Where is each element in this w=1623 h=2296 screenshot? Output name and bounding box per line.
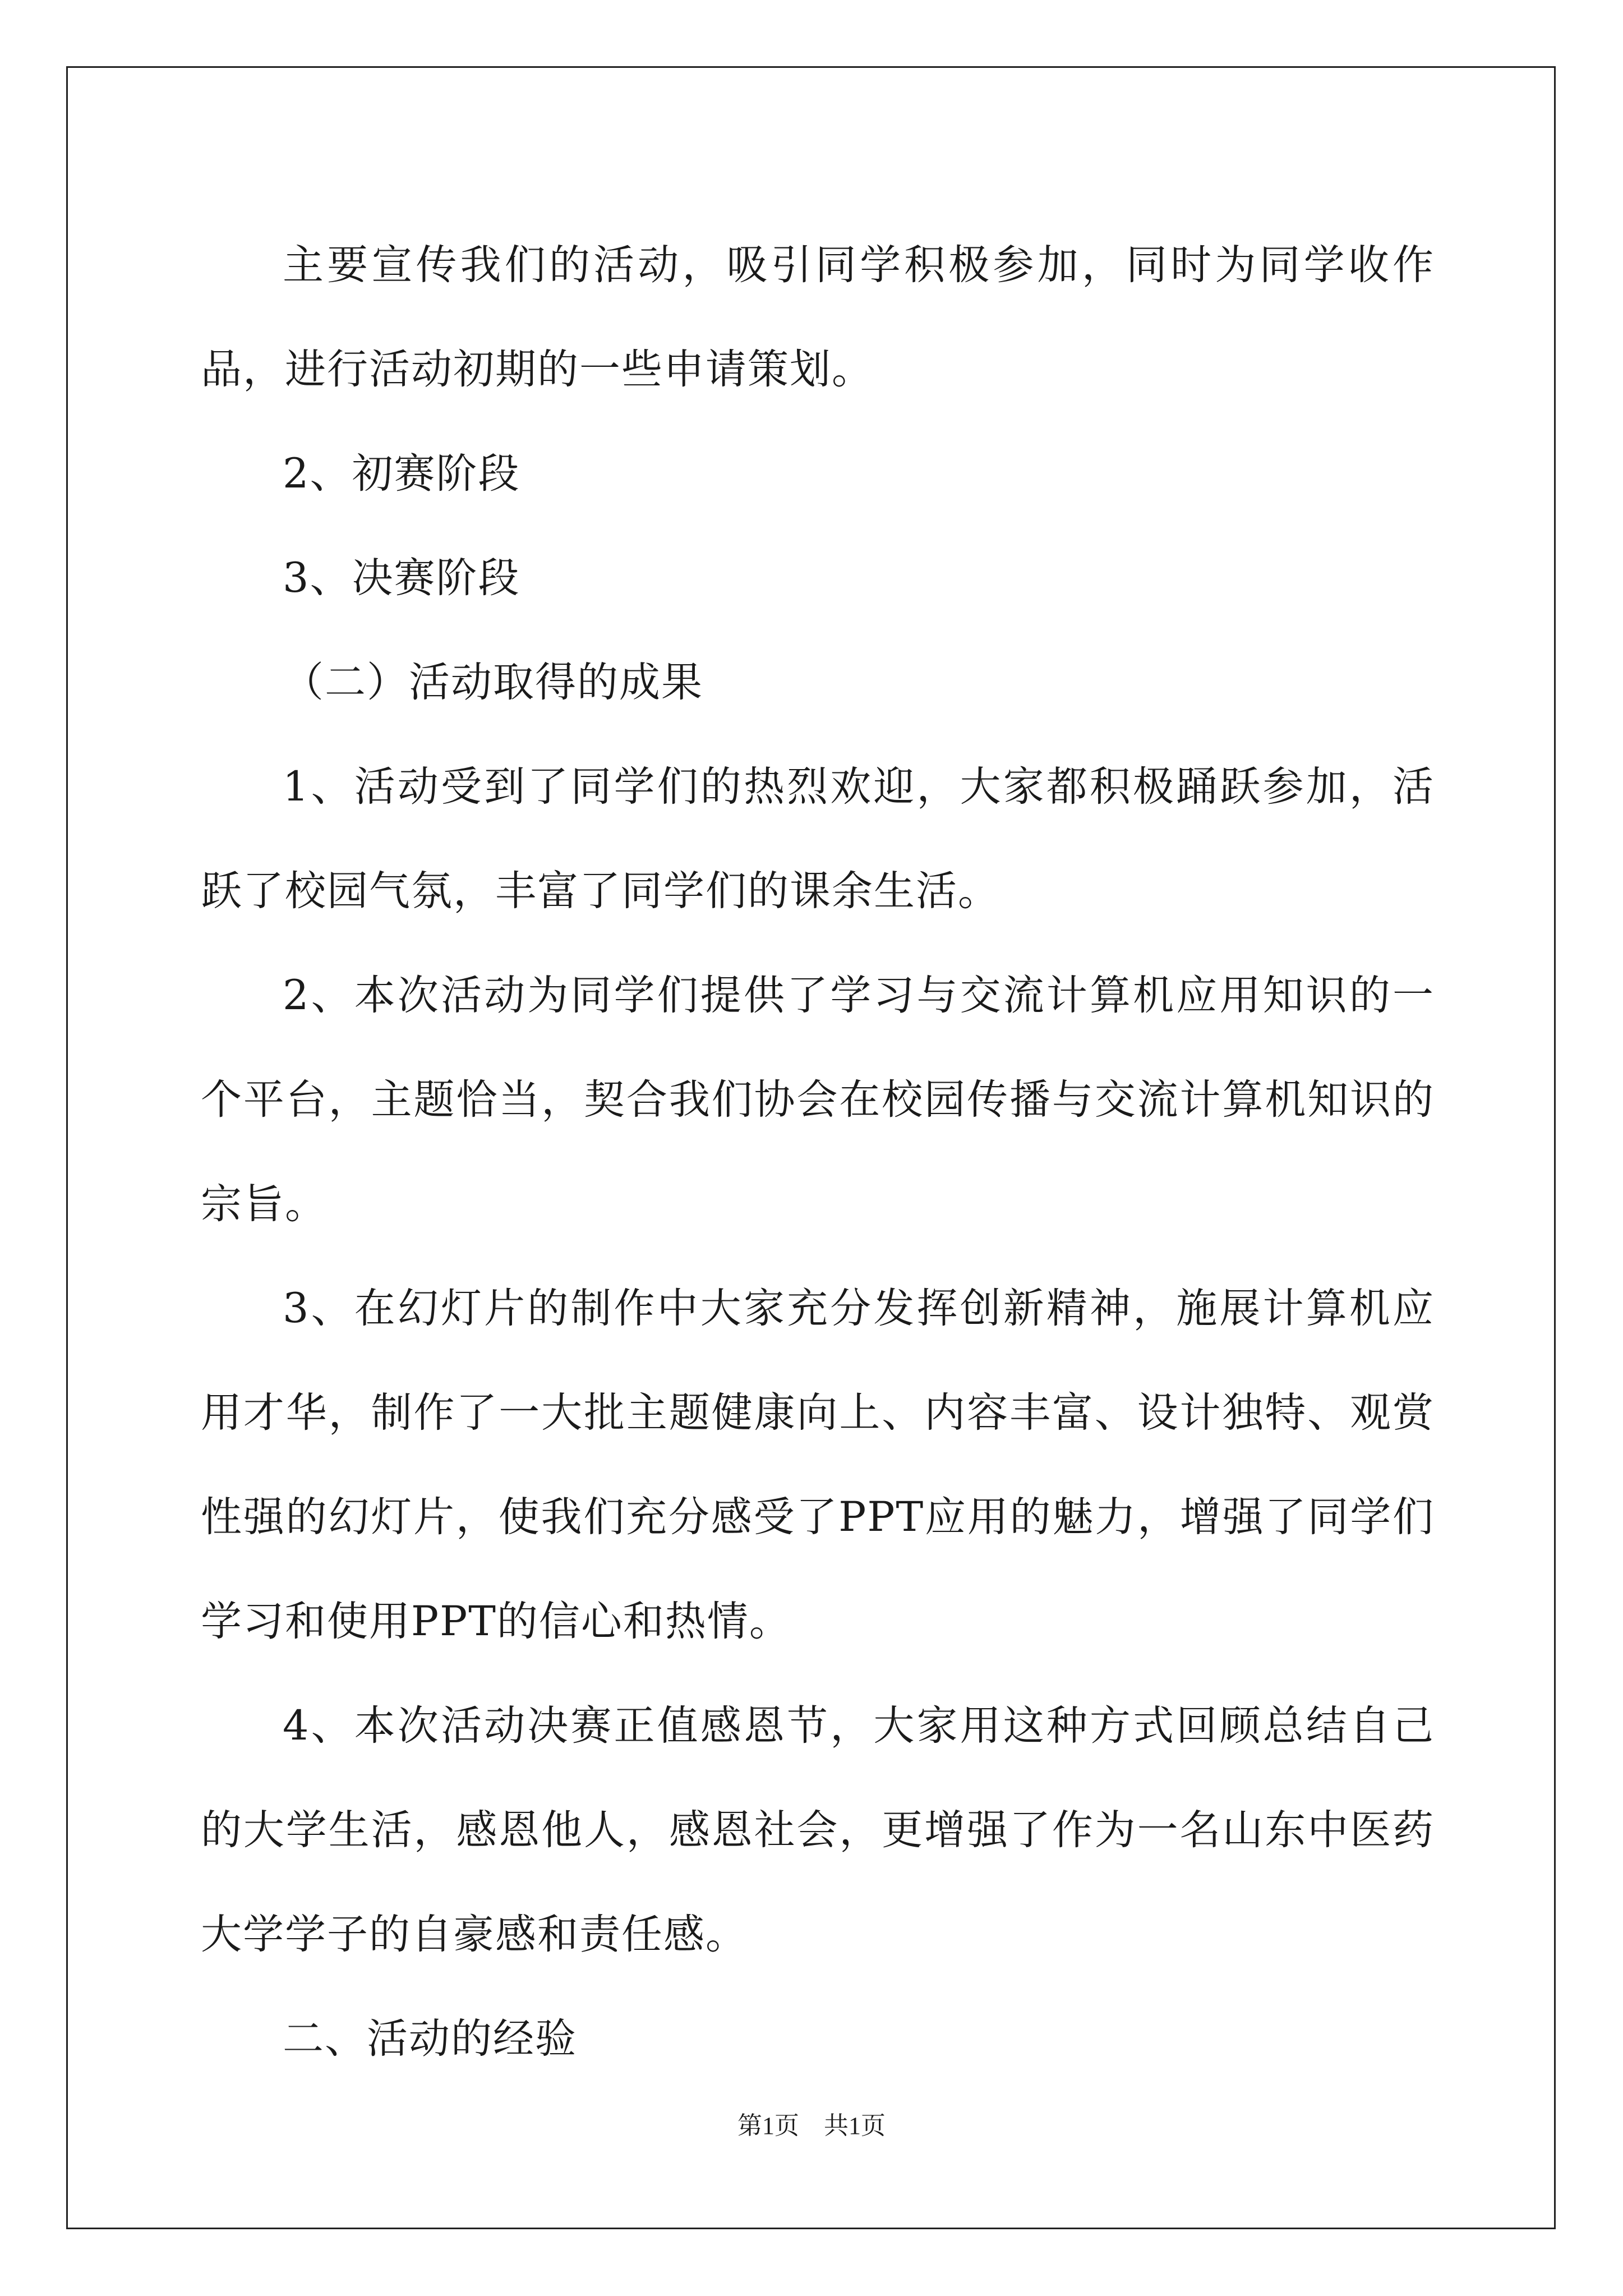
page-number: 第1页	[737, 2112, 799, 2139]
page-total: 共1页	[824, 2112, 886, 2139]
page-footer	[0, 2109, 1623, 2143]
heading-experience: 二、活动的经验	[283, 2015, 577, 2063]
paragraph-result-1: 1、活动受到了同学们的热烈欢迎，大家都积极踊跃参加，活跃了校园气氛，丰富了同学们的课余生活。	[201, 763, 1435, 915]
paragraph-result-4: 4、本次活动决赛正值感恩节，大家用这种方式回顾总结自己的大学生活，感恩他人，感恩社会，更增强了作为一名山东中医药大学学子的自豪感和责任感。	[201, 1702, 1435, 1958]
heading-final-stage: 3、决赛阶段	[283, 554, 520, 602]
heading-results: （二）活动取得的成果	[283, 659, 703, 706]
document-body	[201, 213, 1435, 2091]
heading-preliminary-stage: 2、初赛阶段	[283, 450, 520, 498]
paragraph-result-3: 3、在幻灯片的制作中大家充分发挥创新精神，施展计算机应用才华，制作了一大批主题健康向上、内容丰富、设计独特、观赏性强的幻灯片，使我们充分感受了PPT应用的魅力，增强了同学们学习和使用PPT的信心和热情。	[201, 1285, 1435, 1645]
paragraph-publicity: 主要宣传我们的活动，吸引同学积极参加，同时为同学收作品，进行活动初期的一些申请策划。	[201, 241, 1435, 393]
paragraph-result-2: 2、本次活动为同学们提供了学习与交流计算机应用知识的一个平台，主题恰当，契合我们协会在校园传播与交流计算机知识的宗旨。	[201, 972, 1435, 1228]
